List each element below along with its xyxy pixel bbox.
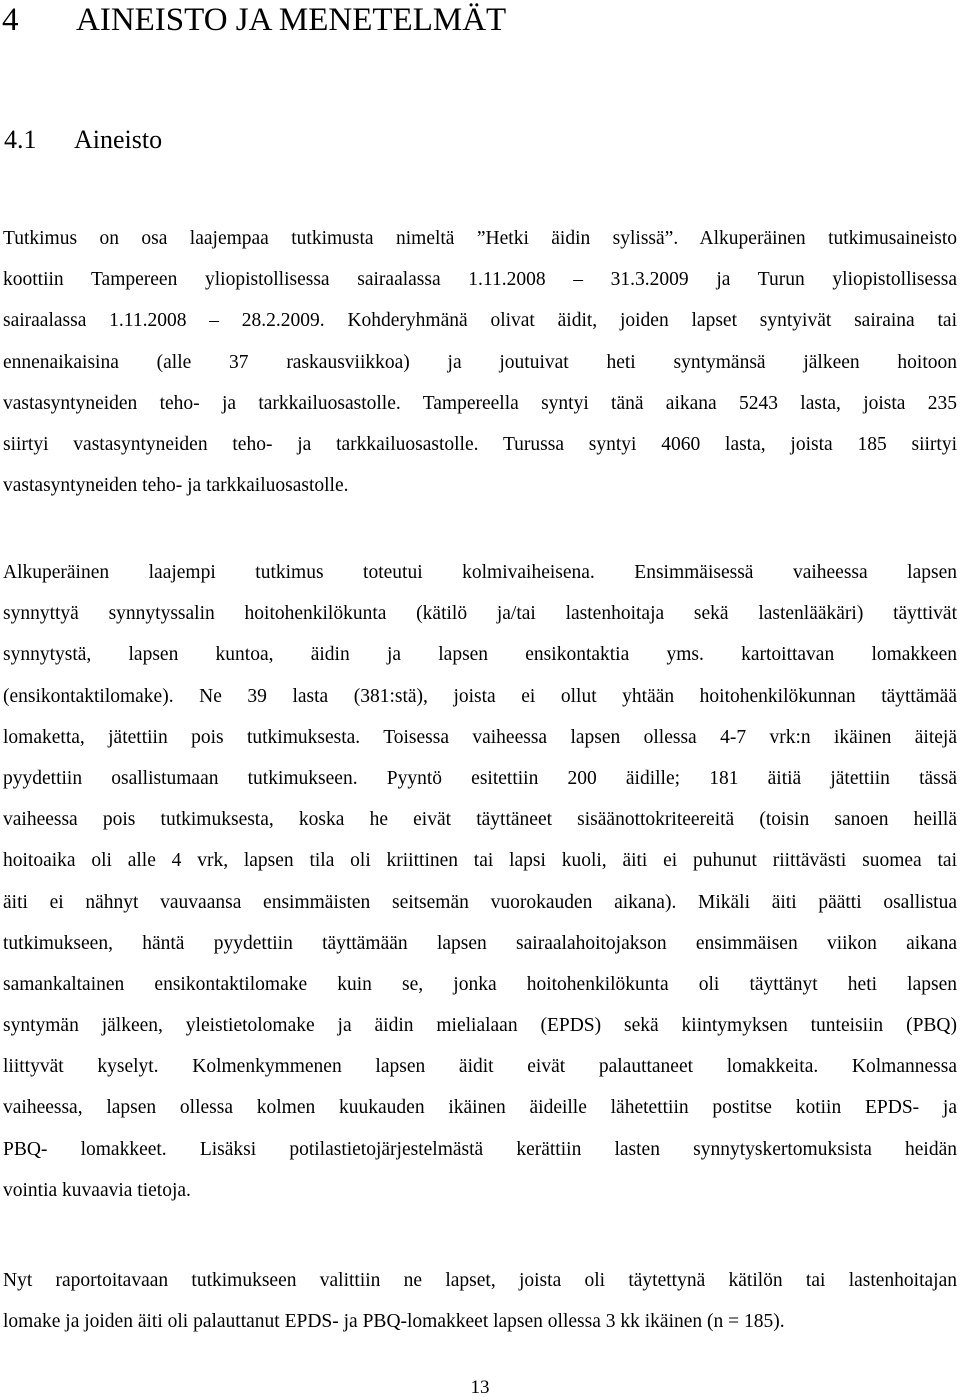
paragraph-line: vointia kuvaavia tietoja.	[3, 1179, 191, 1201]
paragraph-line: ennenaikaisina (alle 37 raskausviikkoa) ja joutuivat heti syntymänsä jälkeen hoitoon	[3, 351, 957, 373]
paragraph-line: Tutkimus on osa laajempaa tutkimusta nimeltä ”Hetki äidin sylissä”. Alkuperäinen tutkimusaineisto	[3, 228, 957, 249]
chapter-title: AINEISTO JA MENETELMÄT	[76, 2, 507, 38]
paragraph-line: Alkuperäinen laajempi tutkimus toteutui kolmivaiheisena. Ensimmäisessä vaiheessa lapsen	[3, 562, 957, 583]
paragraph-1	[3, 218, 957, 506]
section-heading	[4, 122, 162, 158]
paragraph-line: vastasyntyneiden teho- ja tarkkailuosastolle.	[3, 475, 349, 497]
chapter-heading	[2, 0, 506, 40]
paragraph-line: PBQ- lomakkeet. Lisäksi potilastietojärjestelmästä kerättiin lasten synnytyskertomuksista heidän	[3, 1138, 957, 1160]
paragraph-line: pyydettiin osallistumaan tutkimukseen. Pyyntö esitettiin 200 äidille; 181 äitiä jätettiin tässä	[3, 767, 957, 789]
page-number: 13	[470, 1377, 490, 1398]
paragraph-line: tutkimukseen, häntä pyydettiin täyttämään lapsen sairaalahoitojakson ensimmäisen viikon aikana	[3, 932, 957, 954]
paragraph-line: synnyttyä synnytyssalin hoitohenkilökunta (kätilö ja/tai lastenhoitaja sekä lastenlääkäri) täyttivät	[3, 603, 957, 625]
paragraph-line: vastasyntyneiden teho- ja tarkkailuosastolle. Tampereella syntyi tänä aikana 5243 lasta, joista 235	[3, 392, 957, 414]
paragraph-line: Nyt raportoitavaan tutkimukseen valittiin ne lapset, joista oli täytettynä kätilön tai lastenhoitajan	[3, 1270, 957, 1291]
paragraph-3	[3, 1260, 957, 1342]
paragraph-line: vaiheessa pois tutkimuksesta, koska he eivät täyttäneet sisäänottokriteereitä (toisin sanoen heillä	[3, 809, 957, 831]
paragraph-line: koottiin Tampereen yliopistollisessa sairaalassa 1.11.2008 – 31.3.2009 ja Turun yliopistollisessa	[3, 269, 957, 291]
paragraph-line: liittyvät kyselyt. Kolmenkymmenen lapsen äidit eivät palauttaneet lomakkeita. Kolmannessa	[3, 1056, 957, 1078]
paragraph-line: vaiheessa, lapsen ollessa kolmen kuukauden ikäinen äideille lähetettiin postitse kotiin EPDS- ja	[3, 1097, 957, 1119]
paragraph-line: lomaketta, jätettiin pois tutkimuksesta. Toisessa vaiheessa lapsen ollessa 4-7 vrk:n ikäinen äitejä	[3, 726, 957, 748]
paragraph-line: siirtyi vastasyntyneiden teho- ja tarkkailuosastolle. Turussa syntyi 4060 lasta, joista 185 siirtyi	[3, 433, 957, 455]
paragraph-2	[3, 552, 957, 1211]
paragraph-line: samankaltainen ensikontaktilomake kuin se, jonka hoitohenkilökunta oli täyttänyt heti lapsen	[3, 973, 957, 995]
section-number: 4.1	[4, 125, 37, 154]
section-title: Aineisto	[74, 125, 163, 154]
paragraph-line: sairaalassa 1.11.2008 – 28.2.2009. Kohderyhmänä olivat äidit, joiden lapset syntyivät sairaina tai	[3, 310, 957, 332]
paragraph-line: hoitoaika oli alle 4 vrk, lapsen tila oli kriittinen tai lapsi kuoli, äiti ei puhunut riittävästi suomea tai	[3, 850, 957, 872]
paragraph-line: äiti ei nähnyt vauvaansa ensimmäisten seitsemän vuorokauden aikana). Mikäli äiti päätti osallistua	[3, 891, 957, 913]
paragraph-line: (ensikontaktilomake). Ne 39 lasta (381:stä), joista ei ollut yhtään hoitohenkilökunnan täyttämää	[3, 685, 957, 707]
paragraph-line: syntymän jälkeen, yleistietolomake ja äidin mielialaan (EPDS) sekä kiintymyksen tunteisiin (PBQ)	[3, 1015, 957, 1037]
paragraph-line: lomake ja joiden äiti oli palauttanut EPDS- ja PBQ-lomakkeet lapsen ollessa 3 kk ikäinen (n = 185).	[3, 1311, 785, 1333]
paragraph-line: synnytystä, lapsen kuntoa, äidin ja lapsen ensikontaktia yms. kartoittavan lomakkeen	[3, 644, 957, 666]
chapter-number: 4	[2, 2, 19, 38]
